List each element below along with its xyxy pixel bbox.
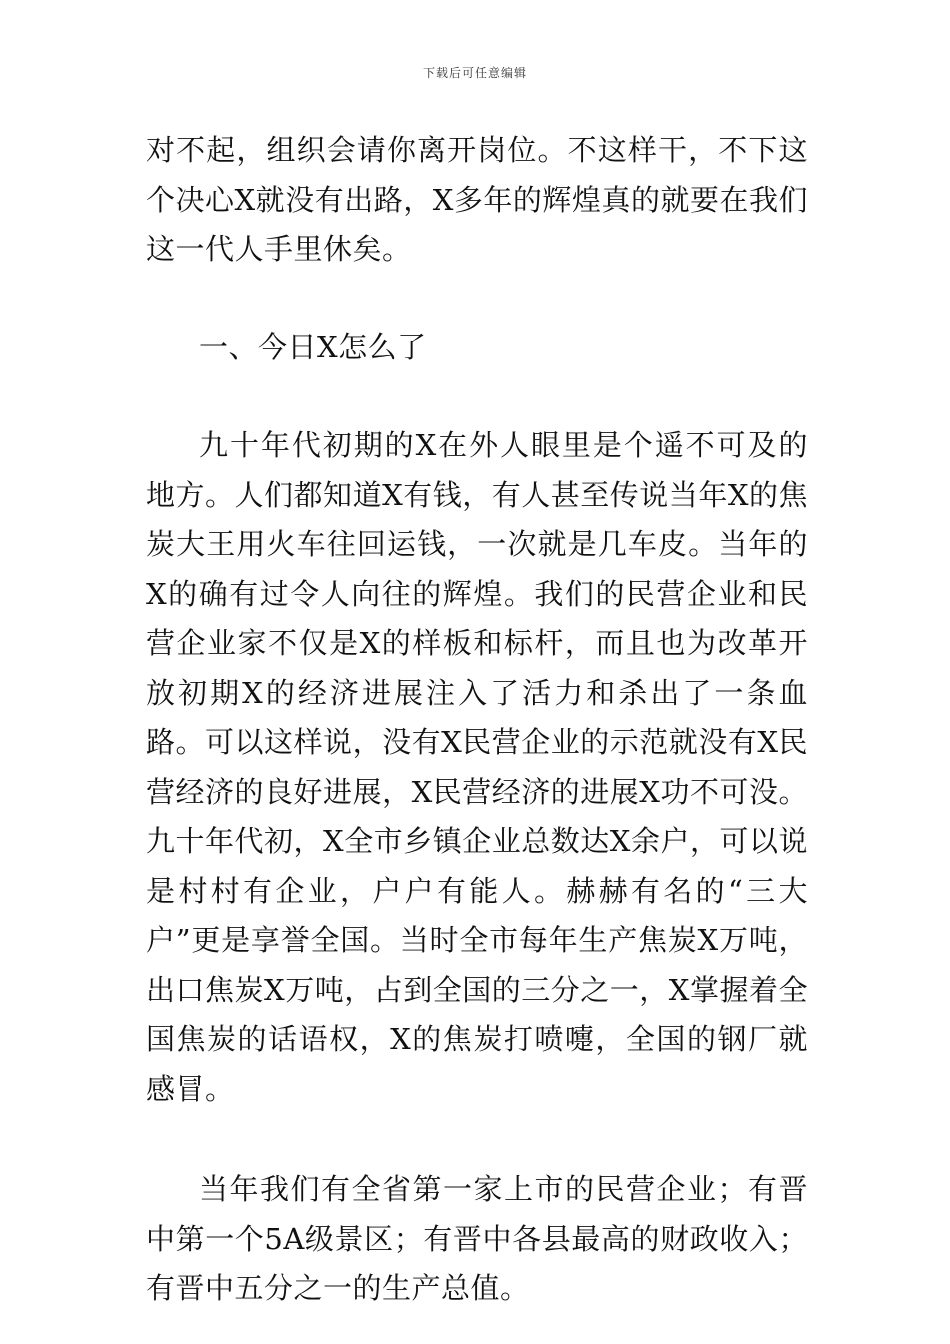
document-body [146,126,808,1314]
paragraph-history: 九十年代初期的X在外人眼里是个遥不可及的地方。人们都知道X有钱，有人甚至传说当年X的焦炭大王用火车往回运钱，一次就是几车皮。当年的X的确有过令人向往的辉煌。我们的民营企业和民营企业家不仅是X的样板和标杆，而且也为改革开放初期X的经济进展注入了活力和杀出了一条血路。可以这样说，没有X民营企业的示范就没有X民营经济的良好进展，X民营经济的进展X功不可没。九十年代初，X全市乡镇企业总数达X余户，可以说是村村有企业，户户有能人。赫赫有名的“三大户”更是享誉全国。当时全市每年生产焦炭X万吨，出口焦炭X万吨，占到全国的三分之一，X掌握着全国焦炭的话语权，X的焦炭打喷嚏，全国的钢厂就感冒。 [146,428,808,1106]
page-header-note: 下载后可任意编辑 [422,66,527,80]
paragraph-achievements: 当年我们有全省第一家上市的民营企业；有晋中第一个5A级景区；有晋中各县最高的财政收入；有晋中五分之一的生产总值。 [146,1172,808,1305]
section-heading: 一、今日X怎么了 [199,329,427,364]
paragraph-continuation: 对不起，组织会请你离开岗位。不这样干，不下这个决心X就没有出路，X多年的辉煌真的就要在我们这一代人手里休矣。 [146,133,808,266]
